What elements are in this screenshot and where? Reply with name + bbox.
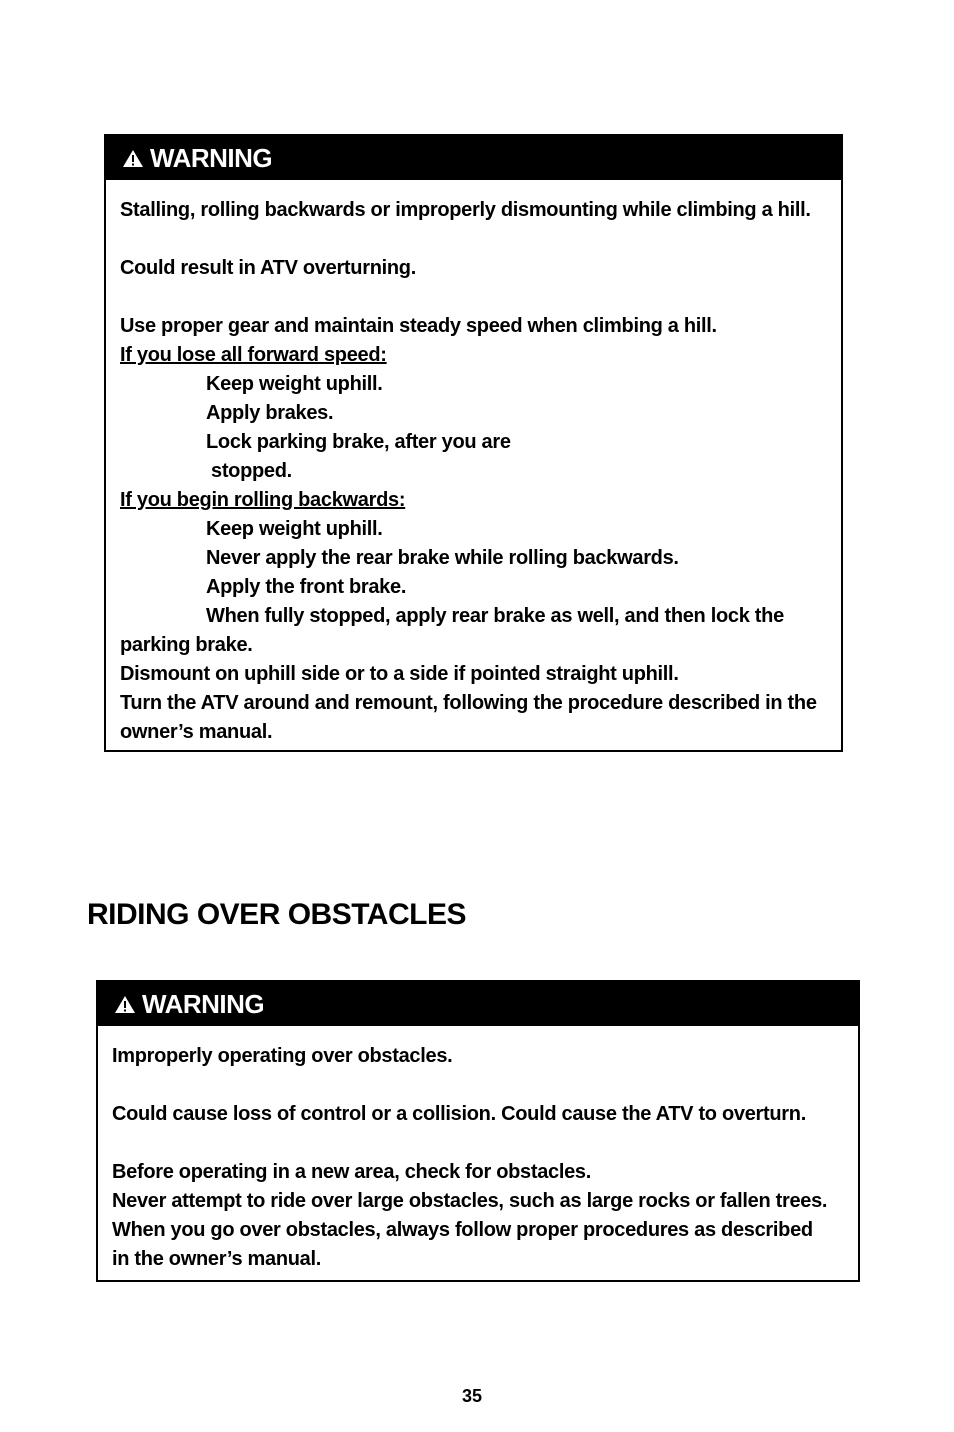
warning-box-hill-climbing — [104, 134, 843, 752]
instruction-text: in the owner’s manual. — [112, 1248, 321, 1270]
instruction-text: owner’s manual. — [120, 721, 273, 743]
subheading-lose-forward-speed: If you lose all forward speed: — [120, 344, 387, 366]
instruction-text: When you go over obstacles, always follow proper procedures as described — [112, 1219, 813, 1241]
warning-consequence-text: Could result in ATV overturning. — [120, 257, 416, 279]
warning-box-obstacles — [96, 980, 860, 1282]
warning-body — [106, 180, 841, 753]
instruction-item: When fully stopped, apply rear brake as well, and then lock the — [206, 605, 784, 627]
instruction-text: Never attempt to ride over large obstacles, such as large rocks or fallen trees. — [112, 1190, 828, 1212]
warning-header-label: WARNING — [142, 988, 265, 1019]
page-number: 35 — [461, 1386, 483, 1406]
warning-header-label: WARNING — [150, 142, 273, 173]
subheading-rolling-backwards: If you begin rolling backwards: — [120, 489, 406, 511]
warning-header — [106, 136, 841, 180]
section-title: RIDING OVER OBSTACLES — [87, 898, 466, 931]
instruction-text: Turn the ATV around and remount, following the procedure described in the — [120, 692, 817, 714]
warning-body — [98, 1026, 858, 1280]
warning-hazard-text: Stalling, rolling backwards or improperly dismounting while climbing a hill. — [120, 199, 811, 221]
instruction-item: Never apply the rear brake while rolling backwards. — [206, 547, 679, 569]
instruction-text: Before operating in a new area, check for obstacles. — [112, 1161, 592, 1183]
instruction-item: Keep weight uphill. — [206, 518, 383, 540]
instruction-item: Apply the front brake. — [206, 576, 407, 598]
instruction-item: Apply brakes. — [206, 402, 334, 424]
warning-hazard-text: Improperly operating over obstacles. — [112, 1045, 453, 1067]
instruction-item: parking brake. — [120, 634, 253, 656]
warning-consequence-text: Could cause loss of control or a collision. Could cause the ATV to overturn. — [112, 1103, 806, 1125]
instruction-text: Dismount on uphill side or to a side if pointed straight uphill. — [120, 663, 679, 685]
instruction-item: Lock parking brake, after you are — [206, 431, 511, 453]
instruction-item: stopped. — [211, 460, 292, 482]
warning-header — [98, 982, 858, 1026]
instruction-item: Keep weight uphill. — [206, 373, 383, 395]
warning-triangle-icon — [122, 149, 144, 168]
warning-instruction-text: Use proper gear and maintain steady speed when climbing a hill. — [120, 315, 717, 337]
warning-triangle-icon — [114, 995, 136, 1014]
